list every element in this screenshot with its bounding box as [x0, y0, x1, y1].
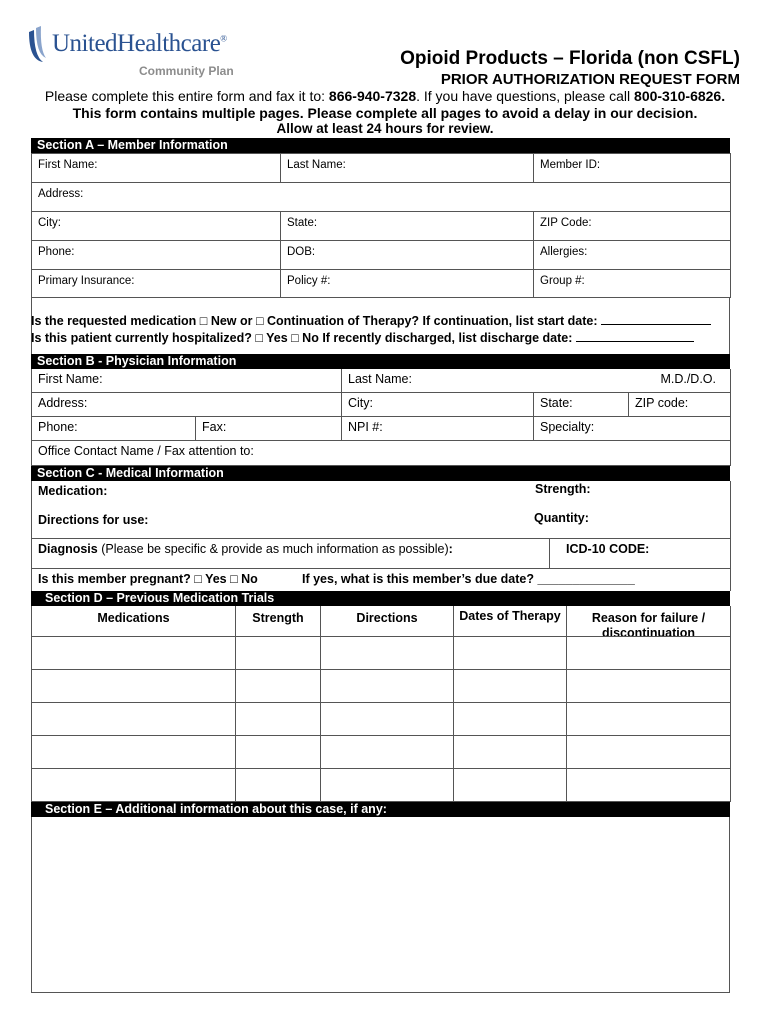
physician-phone-field[interactable]: Phone:: [32, 417, 196, 441]
table-cell[interactable]: [236, 769, 321, 802]
table-cell[interactable]: [567, 670, 731, 703]
hospitalized-question-text: Is this patient currently hospitalized? □ Yes □ No If recently discharged, list discharge date:: [31, 331, 573, 345]
start-date-line[interactable]: [601, 312, 711, 325]
section-a-grid: [31, 153, 731, 298]
member-last-name-field[interactable]: Last Name:: [281, 154, 534, 183]
physician-city-field[interactable]: City:: [342, 393, 534, 417]
logo-name: UnitedHealthcare: [52, 30, 221, 57]
diagnosis-label: Diagnosis: [38, 542, 98, 556]
physician-first-name-field[interactable]: First Name:: [32, 369, 342, 393]
section-d-header: Section D – Previous Medication Trials: [31, 591, 730, 606]
md-do-label: M.D./D.O.: [660, 372, 716, 386]
section-b-grid: [31, 369, 731, 466]
physician-fax-field[interactable]: Fax:: [196, 417, 342, 441]
physician-specialty-field[interactable]: Specialty:: [534, 417, 731, 441]
member-phone-field[interactable]: Phone:: [32, 241, 281, 270]
table-cell[interactable]: [32, 769, 236, 802]
section-b-header: Section B - Physician Information: [31, 354, 730, 369]
table-cell[interactable]: [32, 703, 236, 736]
physician-zip-field[interactable]: ZIP code:: [629, 393, 731, 417]
physician-address-field[interactable]: Address:: [32, 393, 342, 417]
instructions-text: Please complete this entire form and fax it to:: [44, 88, 329, 104]
instructions-text: . If you have questions, please call: [416, 88, 635, 104]
phone-number: 800-310-6826: [634, 88, 722, 104]
policy-number-field[interactable]: Policy #:: [281, 270, 534, 298]
fax-number: 866-940-7328: [328, 88, 417, 104]
table-cell[interactable]: [454, 703, 567, 736]
directions-label: Directions for use:: [38, 513, 149, 527]
member-city-field[interactable]: City:: [32, 212, 281, 241]
unitedhealthcare-logo-mark-icon: [26, 26, 48, 66]
previous-medication-table: [31, 606, 731, 802]
physician-npi-field[interactable]: NPI #:: [342, 417, 534, 441]
office-contact-field[interactable]: Office Contact Name / Fax attention to:: [32, 441, 731, 466]
diagnosis-hint: (Please be specific & provide as much information as possible): [97, 542, 449, 556]
instructions-line-3: Allow at least 24 hours for review.: [276, 121, 494, 136]
physician-last-name-field[interactable]: [342, 369, 731, 393]
table-cell[interactable]: [32, 637, 236, 670]
table-cell[interactable]: [236, 736, 321, 769]
section-a-header: Section A – Member Information: [31, 138, 730, 153]
diagnosis-field[interactable]: [32, 539, 550, 569]
column-header-reason-for-failure: Reason for failure / discontinuation: [567, 606, 731, 637]
member-first-name-field[interactable]: First Name:: [32, 154, 281, 183]
form-subtitle: PRIOR AUTHORIZATION REQUEST FORM: [440, 71, 740, 88]
table-cell[interactable]: [236, 637, 321, 670]
physician-state-field[interactable]: State:: [534, 393, 629, 417]
form-title: Opioid Products – Florida (non CSFL): [400, 48, 740, 69]
strength-label: Strength:: [535, 482, 591, 496]
table-cell[interactable]: [321, 703, 454, 736]
medication-label: Medication:: [38, 484, 108, 498]
primary-insurance-field[interactable]: Primary Insurance:: [32, 270, 281, 298]
member-zip-field[interactable]: ZIP Code:: [534, 212, 731, 241]
column-header-directions: Directions: [321, 606, 454, 637]
table-cell[interactable]: [321, 736, 454, 769]
section-c-grid: [31, 481, 731, 591]
member-address-field[interactable]: Address:: [32, 183, 731, 212]
diagnosis-colon: :: [448, 542, 453, 556]
table-cell[interactable]: [321, 637, 454, 670]
group-number-field[interactable]: Group #:: [534, 270, 731, 298]
icd10-label: ICD-10 CODE:: [566, 542, 650, 556]
member-id-field[interactable]: Member ID:: [534, 154, 731, 183]
column-header-dates-of-therapy: Dates of Therapy: [454, 606, 567, 637]
table-cell[interactable]: [454, 769, 567, 802]
due-date-question: If yes, what is this member’s due date? ______________: [302, 572, 635, 586]
unitedhealthcare-logo: [26, 26, 234, 82]
member-allergies-field[interactable]: Allergies:: [534, 241, 731, 270]
medication-field[interactable]: [32, 481, 731, 510]
table-cell[interactable]: [236, 703, 321, 736]
column-header-medications: Medications: [32, 606, 236, 637]
medication-status-question-text: Is the requested medication □ New or □ Continuation of Therapy? If continuation, list start date:: [31, 314, 598, 328]
table-cell[interactable]: [454, 637, 567, 670]
physician-last-name-label: Last Name:: [348, 372, 412, 386]
table-cell[interactable]: [32, 736, 236, 769]
pregnancy-question[interactable]: [32, 569, 731, 591]
table-cell[interactable]: [32, 670, 236, 703]
table-cell[interactable]: [454, 736, 567, 769]
instructions-line-1: [0, 88, 770, 104]
table-cell[interactable]: [454, 670, 567, 703]
quantity-label: Quantity:: [534, 511, 589, 525]
logo-registered-mark: ®: [220, 33, 227, 44]
table-cell[interactable]: [321, 670, 454, 703]
table-cell[interactable]: [567, 703, 731, 736]
directions-field[interactable]: [32, 510, 731, 539]
column-header-strength: Strength: [236, 606, 321, 637]
instructions-line-2: This form contains multiple pages. Please complete all pages to avoid a delay in our decision.: [72, 105, 698, 121]
hospitalized-question[interactable]: [31, 329, 694, 345]
medication-status-question[interactable]: [31, 312, 711, 328]
member-dob-field[interactable]: DOB:: [281, 241, 534, 270]
table-cell[interactable]: [567, 637, 731, 670]
pregnancy-question-text: Is this member pregnant? □ Yes □ No: [38, 572, 258, 586]
table-cell[interactable]: [321, 769, 454, 802]
member-state-field[interactable]: State:: [281, 212, 534, 241]
section-c-header: Section C - Medical Information: [31, 466, 730, 481]
table-cell[interactable]: [236, 670, 321, 703]
table-cell[interactable]: [567, 769, 731, 802]
additional-information-box[interactable]: [31, 817, 730, 993]
instructions-period: .: [721, 88, 726, 104]
section-e-header: Section E – Additional information about this case, if any:: [31, 802, 730, 817]
icd10-field[interactable]: [550, 539, 731, 569]
table-cell[interactable]: [567, 736, 731, 769]
logo-subtitle: Community Plan: [139, 64, 234, 78]
discharge-date-line[interactable]: [576, 329, 694, 342]
